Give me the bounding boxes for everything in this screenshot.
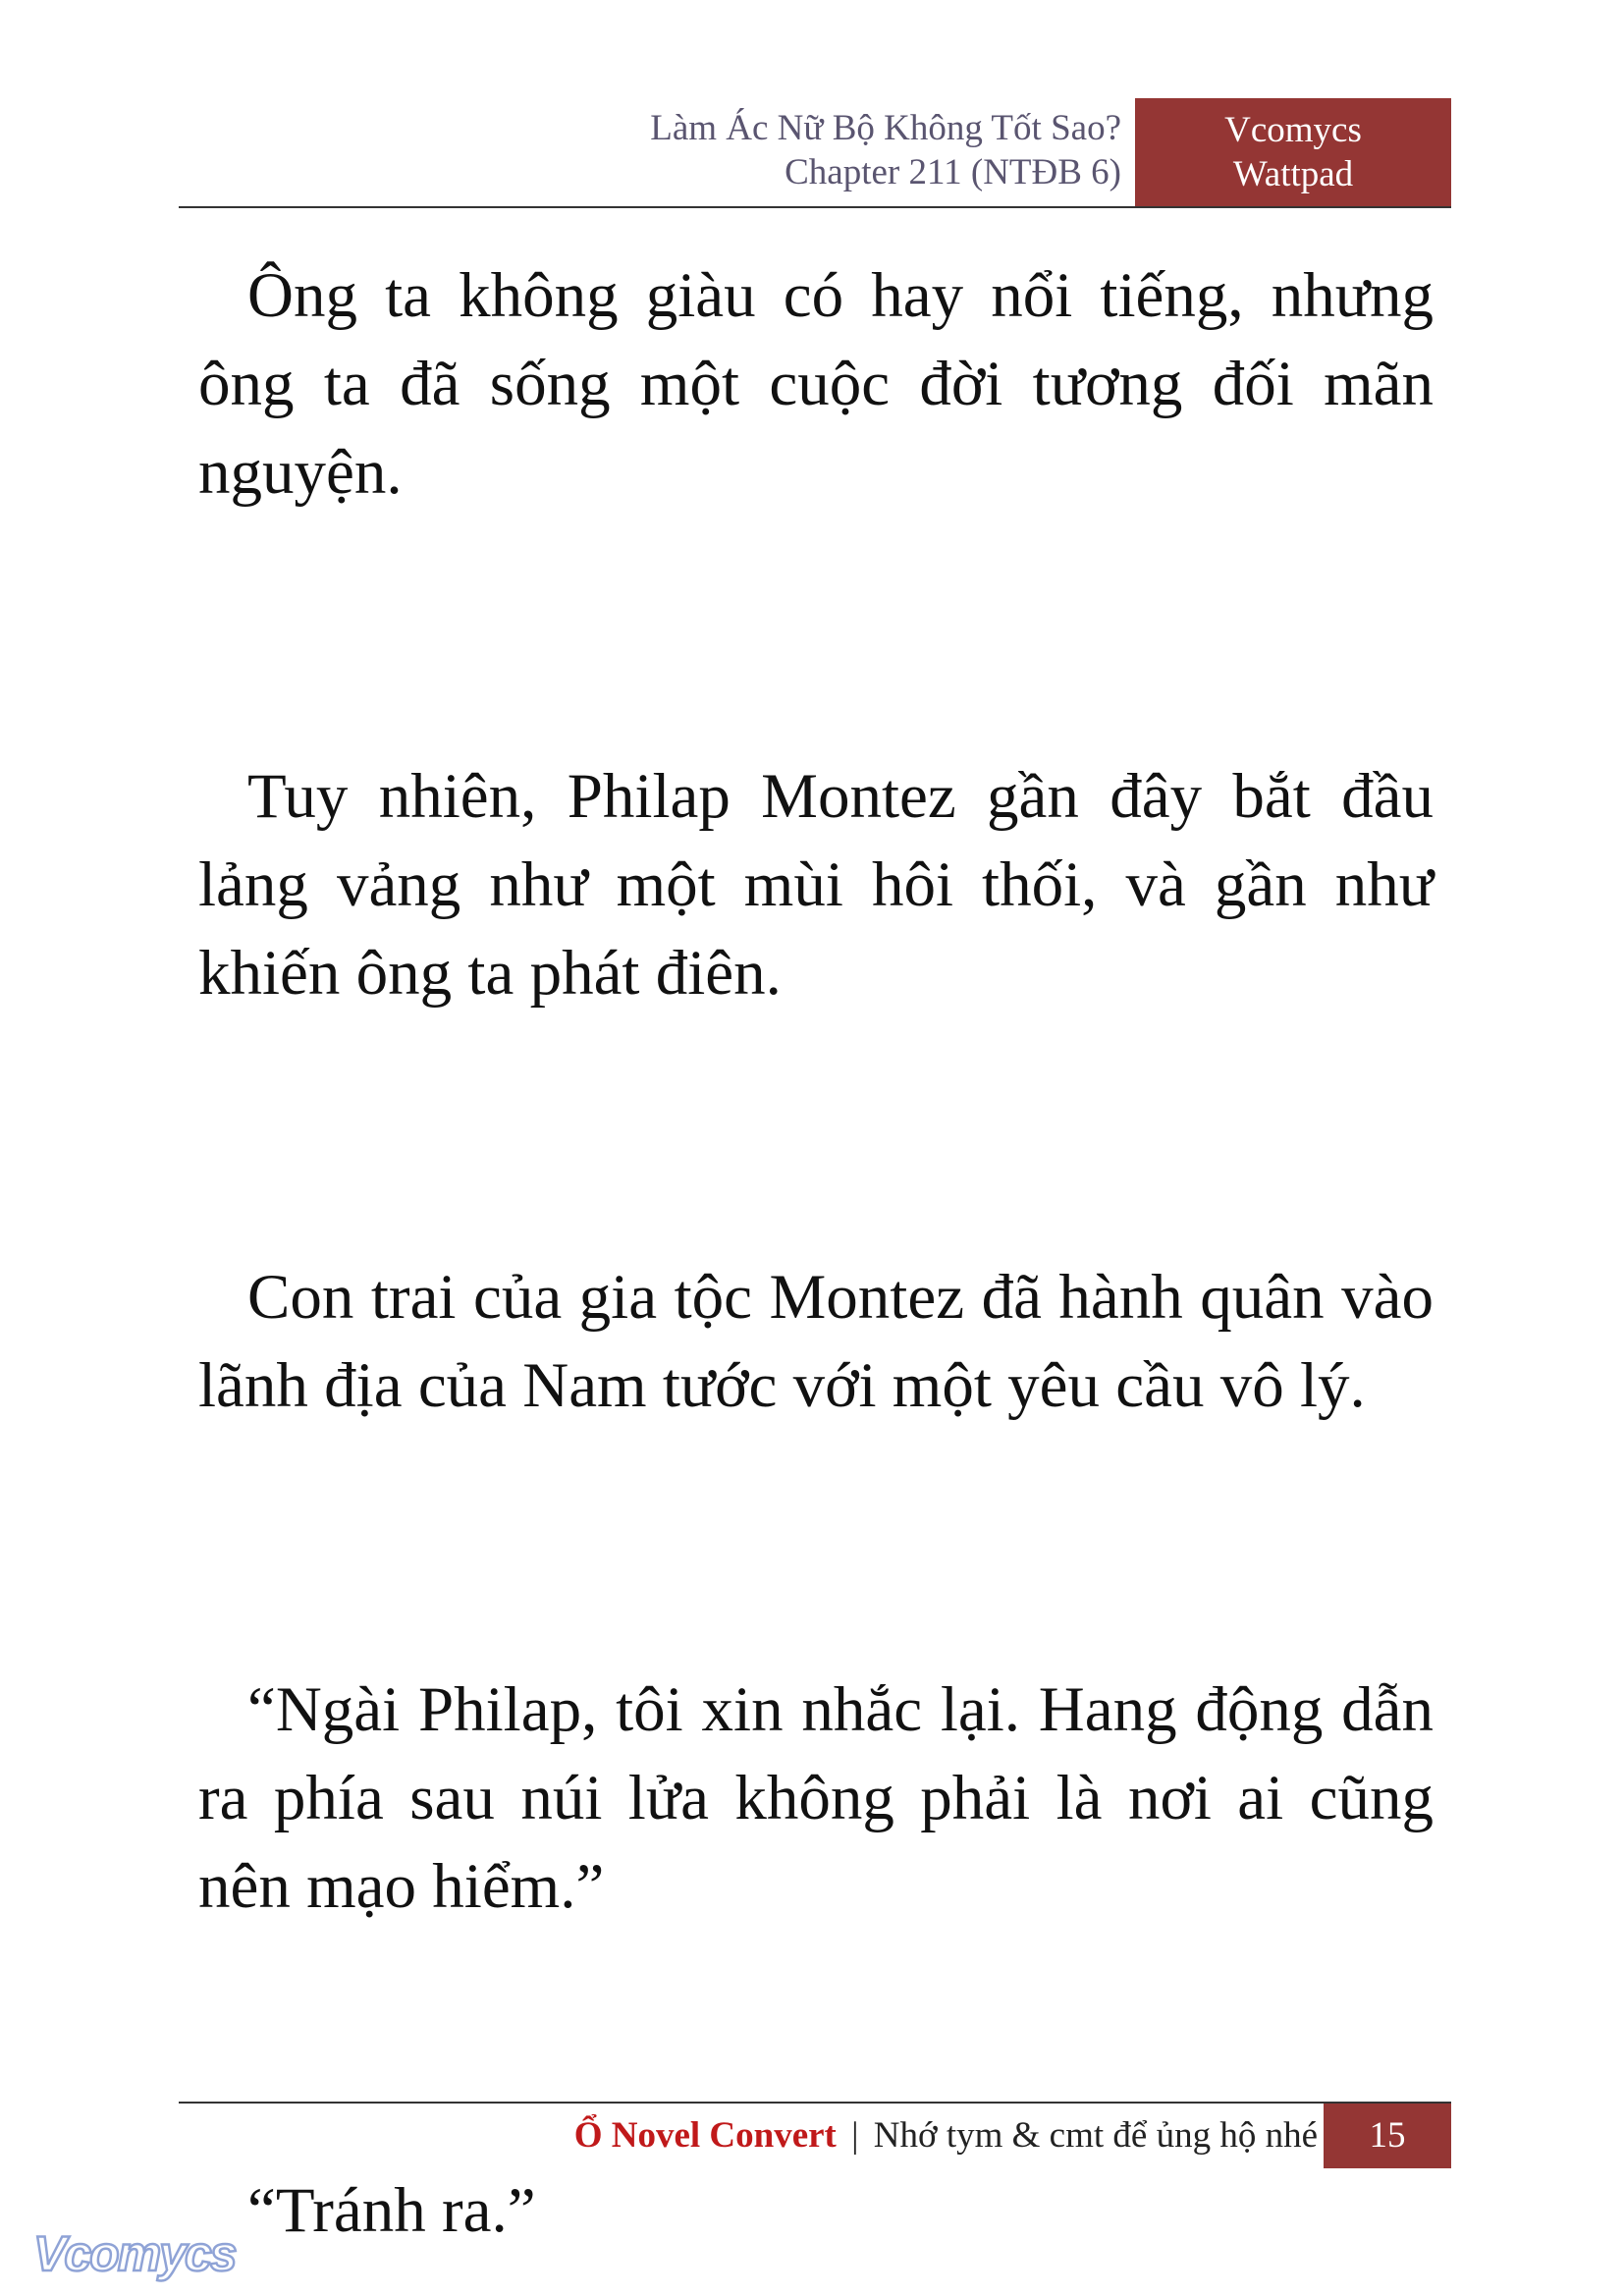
footer-brand: Ổ Novel Convert [573,2115,837,2156]
footer-separator: | [851,2115,859,2156]
footer-message: Nhớ tym & cmt để ủng hộ nhé [873,2115,1318,2156]
book-title: Làm Ác Nữ Bộ Không Tốt Sao? [650,108,1121,148]
vcomycs-watermark-logo [29,2225,255,2289]
page-body [198,251,1434,2255]
footer-text [574,2113,1318,2159]
page-footer [179,2104,1451,2168]
paragraph-gap [198,1017,1434,1253]
paragraph-gap [198,1430,1434,1666]
chapter-title: Chapter 211 (NTĐB 6) [785,152,1121,192]
paragraph-gap [198,517,1434,752]
header-title-block [650,106,1121,194]
watermark-logo-icon [29,2225,255,2284]
source-name: Vcomycs [1224,110,1362,150]
header-source-badge [1135,98,1451,208]
paragraph: “Ngài Philap, tôi xin nhắc lại. Hang động dẫn ra phía sau núi lửa không phải là nơi ai cũng nên mạo hiểm.” [198,1674,1434,1922]
paragraph: “Tránh ra.” [247,2175,536,2246]
paragraph: Con trai của gia tộc Montez đã hành quân vào lãnh địa của Nam tước với một yêu cầu vô lý. [198,1262,1434,1421]
svg-text:Vcomycs: Vcomycs [33,2226,236,2281]
page-header [179,98,1451,208]
page-number: 15 [1324,2104,1451,2168]
source-platform: Wattpad [1232,154,1354,194]
paragraph: Ông ta không giàu có hay nổi tiếng, nhưng ông ta đã sống một cuộc đời tương đối mãn nguyện. [198,260,1434,508]
header-divider [179,206,1451,208]
paragraph: Tuy nhiên, Philap Montez gần đây bắt đầu lảng vảng như một mùi hôi thối, và gần như khiến ông ta phát điên. [198,761,1434,1009]
